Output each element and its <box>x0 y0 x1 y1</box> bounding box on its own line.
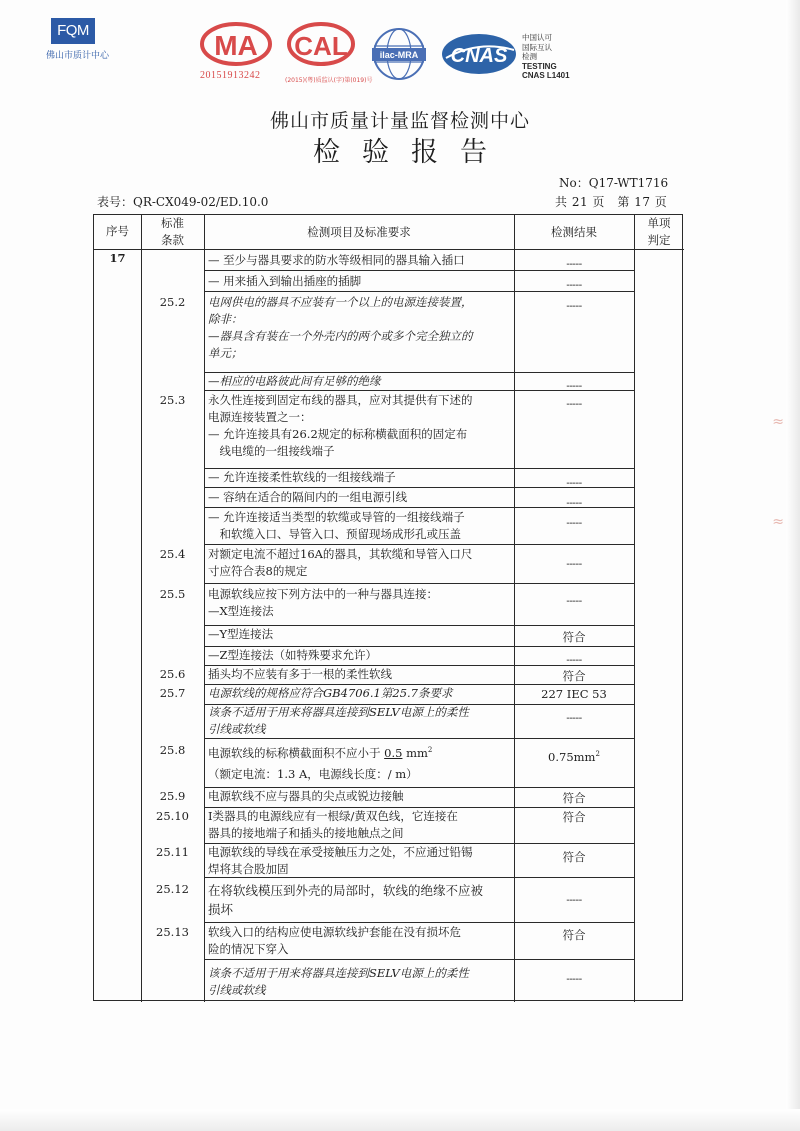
row-clause: 25.13 <box>156 925 189 939</box>
header-seq: 序号 <box>106 224 129 238</box>
row-item-text: — 允许连接柔性软线的一组接线端子 <box>208 470 396 484</box>
row-clause: 25.6 <box>159 667 186 681</box>
row-item-text: 在将软线模压到外壳的局部时，软线的绝缘不应被 损坏 <box>208 883 484 917</box>
row-result: ----- <box>566 559 582 570</box>
fqm-logo <box>46 18 110 61</box>
row-result: ----- <box>566 259 582 270</box>
cal-mark: CAL <box>294 31 348 61</box>
row-item-text: —Z型连接法（如特殊要求允许） <box>208 648 377 662</box>
cnas-caption <box>522 33 570 81</box>
row-item-text: 对额定电流不超过16A的器具，其软缆和导管入口尺 寸应符合表8的规定 <box>208 547 473 578</box>
ilac-mra-logo <box>368 26 430 86</box>
row-clause: 25.4 <box>159 547 186 561</box>
fqm-badge: FQM <box>51 18 95 44</box>
org-title: 佛山市质量计量监督检测中心 <box>269 110 530 132</box>
row-result: ----- <box>566 518 582 529</box>
row-item-text: 电源软线的标称横截面积不应小于 0.5 $mm^2$ （额定电流：1.3 A，电源线长度：/ m） <box>208 745 433 781</box>
row-result: 符合 <box>562 928 586 942</box>
cnas-logo <box>440 32 518 80</box>
cma-emblem-icon <box>200 22 272 68</box>
row-item-text: 该条不适用于用来将器具连接到SELV电源上的柔性 引线或软线 <box>208 705 469 736</box>
header-result: 检测结果 <box>551 225 597 239</box>
paper-edge <box>786 0 800 1131</box>
cma-logo <box>200 22 272 81</box>
inspection-table <box>93 214 683 1001</box>
header-item: 检测项目及标准要求 <box>307 225 411 239</box>
row-clause: 25.11 <box>156 845 189 859</box>
row-result: 符合 <box>562 791 586 805</box>
row-result: ----- <box>566 478 582 489</box>
row-result: 符合 <box>562 669 586 683</box>
cnas-emblem-icon <box>440 32 518 76</box>
cal-emblem-icon <box>285 22 357 68</box>
row-result: ----- <box>566 596 582 607</box>
row-item-text: — 容纳在适合的隔间内的一组电源引线 <box>208 490 408 504</box>
cnas-cn-line: 国际互认 <box>522 42 552 52</box>
page-counter: 共 21 页 第 17 页 <box>555 195 668 209</box>
row-clause: 25.7 <box>159 686 186 700</box>
cal-number: (2015)(粤)质监认(字)第(019)号 <box>285 77 373 84</box>
row-item-text: 电源软线的导线在承受接触压力之处，不应通过铅锡 焊将其合股加固 <box>208 845 473 876</box>
report-title: 检验报告 <box>313 137 509 168</box>
row-result: ----- <box>566 498 582 509</box>
row-item-text: 永久性连接到固定布线的器具，应对其提供有下述的 电源连接装置之一： — 允许连接具有26.2规定的标称横截面积的固定布 线电缆的一组接线端子 <box>208 393 473 458</box>
seal-fragment: ≈ <box>772 514 784 530</box>
row-item-text: 电网供电的器具不应装有一个以上的电源连接装置， 除非： —器具含有装在一个外壳内的两个或多个完全独立的 单元； <box>208 295 473 360</box>
row-result: 227 IEC 53 <box>541 687 607 701</box>
row-clause: 25.12 <box>156 882 189 896</box>
row-item-text: 软线入口的结构应使电源软线护套能在没有损坏危 险的情况下穿入 <box>208 925 461 956</box>
report-number: No：Q17-WT1716 <box>559 176 669 190</box>
row-item-text: 电源软线应按下列方法中的一种与器具连接： —X型连接法 <box>208 587 438 618</box>
row-result: $0.75mm^2$ <box>548 749 600 764</box>
row-item-text: — 至少与器具要求的防水等级相同的器具输入插口 <box>208 253 465 267</box>
cma-mark: MA <box>214 30 258 61</box>
form-number: 表号：QR-CX049-02/ED.10.0 <box>97 195 269 209</box>
header-clause: 标准 条款 <box>161 216 184 247</box>
cnas-cn-line: 中国认可 <box>522 33 552 42</box>
row-result: ----- <box>566 399 582 410</box>
header-verdict: 单项 判定 <box>647 216 671 247</box>
cnas-cn-line: 检测 <box>522 52 537 61</box>
row-result: ----- <box>566 280 582 291</box>
row-result: 符合 <box>562 630 586 644</box>
row-result: ----- <box>566 895 582 906</box>
row-result: ----- <box>566 974 582 985</box>
row-clause: 25.8 <box>159 743 186 757</box>
row-result: ----- <box>566 713 582 724</box>
seal-fragment: ≈ <box>772 414 784 430</box>
row-item-text: Ⅰ类器具的电源线应有一根绿/黄双色线，它连接在 器具的接地端子和插头的接地触点之间 <box>208 809 458 840</box>
row-result: ----- <box>566 381 582 392</box>
cnas-en-line: TESTING <box>522 61 557 71</box>
row-item-text: —相应的电路彼此间有足够的绝缘 <box>208 374 381 388</box>
row-item-text: —Y型连接法 <box>208 627 274 641</box>
row-result: 符合 <box>562 850 586 864</box>
cnas-mark: CNAS <box>450 45 508 67</box>
row-clause: 25.2 <box>159 295 186 309</box>
fqm-org-name: 佛山市质计中心 <box>46 51 110 61</box>
row-item-text: — 允许连接适当类型的软缆或导管的一组接线端子 和软缆入口、导管入口、预留现场成形孔或压盖 <box>208 510 465 541</box>
cma-number: 20151913242 <box>200 70 261 81</box>
cnas-code: CNAS L1401 <box>522 71 570 80</box>
row-clause: 25.3 <box>159 393 186 407</box>
row-item-text: 电源软线的规格应符合GB4706.1第25.7条要求 <box>208 686 453 700</box>
row-item-text: 该条不适用于用来将器具连接到SELV电源上的柔性 引线或软线 <box>208 966 469 997</box>
row-result: ----- <box>566 301 582 312</box>
row-clause: 25.10 <box>156 809 189 823</box>
cal-logo <box>285 22 373 84</box>
ilac-text: ilac-MRA <box>379 50 419 60</box>
row-result: 符合 <box>562 810 586 824</box>
row-item-text: 插头均不应装有多于一根的柔性软线 <box>208 667 392 681</box>
seq-number: 17 <box>109 251 126 265</box>
row-item-text: 电源软线不应与器具的尖点或锐边接触 <box>208 789 404 803</box>
row-clause: 25.5 <box>159 587 186 601</box>
row-item-text: — 用来插入到输出插座的插脚 <box>208 274 362 288</box>
row-result: ----- <box>566 655 582 666</box>
row-clause: 25.9 <box>159 789 186 803</box>
ilac-globe-icon <box>368 26 430 82</box>
paper-edge <box>0 1109 800 1131</box>
